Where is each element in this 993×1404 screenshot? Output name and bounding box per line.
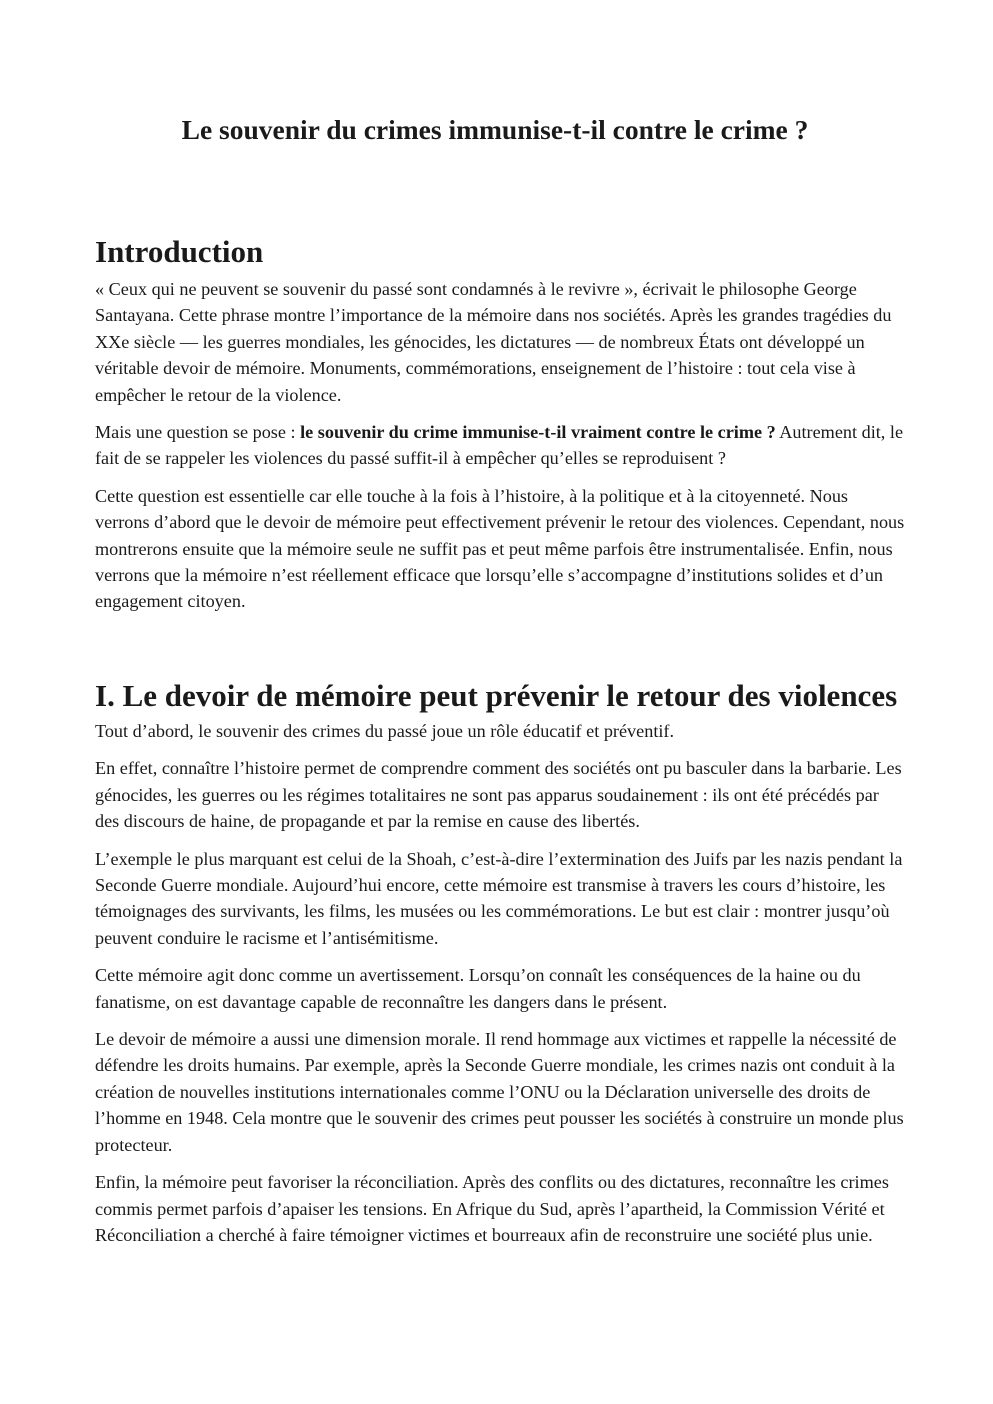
section-1-paragraph: En effet, connaître l’histoire permet de comprendre comment des sociétés ont pu basculer dans la barbarie. Les génocides, les guerres ou les régimes totalitaires ne sont pas apparus soudainement : ils ont été précédés par des discours de haine, de propagande et par la remise en cause des libertés. (95, 758, 902, 832)
introduction-body (95, 276, 905, 626)
section-1-body (95, 718, 905, 1259)
problem-lead-text: Mais une question se pose : (95, 422, 301, 443)
document-title: Le souvenir du crimes immunise-t-il contre le crime ? (181, 114, 809, 145)
problem-rest-text: Autrement dit, le fait de se rappeler les violences du passé suffit-il à empêcher qu’elles se reproduisent ? (95, 422, 904, 469)
problem-statement: le souvenir du crime immunise-t-il vraiment contre le crime ? (300, 422, 776, 443)
introduction-paragraph-1: « Ceux qui ne peuvent se souvenir du passé sont condamnés à le revivre », écrivait le philosophe George Santayana. Cette phrase montre l’importance de la mémoire dans nos sociétés. Après les grandes tragédies du XXe siècle — les guerres mondiales, les génocides, les dictatures — de nombreux États ont développé un véritable devoir de mémoire. Monuments, commémorations, enseignement de l’histoire : tout cela vise à empêcher le retour de la violence. (95, 279, 892, 405)
introduction-paragraph-3: Cette question est essentielle car elle touche à la fois à l’histoire, à la politique et à la citoyenneté. Nous verrons d’abord que le devoir de mémoire peut effectivement prévenir le retour des violences. Cependant, nous montrerons ensuite que la mémoire seule ne suffit pas et peut même parfois être instrumentalisée. Enfin, nous verrons que la mémoire n’est réellement efficace que lorsqu’elle s’accompagne d’institutions solides et d’un engagement citoyen. (95, 485, 905, 612)
section-1-paragraph: Le devoir de mémoire a aussi une dimension morale. Il rend hommage aux victimes et rappelle la nécessité de défendre les droits humains. Par exemple, après la Seconde Guerre mondiale, les crimes nazis ont conduit à la création de nouvelles institutions internationales comme l’ONU ou la Déclaration universelle des droits de l’homme en 1948. Cela montre que le souvenir des crimes peut pousser les sociétés à construire un monde plus protecteur. (95, 1029, 904, 1155)
section-1-paragraph: Cette mémoire agit donc comme un avertissement. Lorsqu’on connaît les conséquences de la haine ou du fanatisme, on est davantage capable de reconnaître les dangers dans le présent. (95, 965, 861, 1012)
introduction-heading: Introduction (95, 234, 264, 269)
section-1-paragraph: Enfin, la mémoire peut favoriser la réconciliation. Après des conflits ou des dictatures, reconnaître les crimes commis permet parfois d’apaiser les tensions. En Afrique du Sud, après l’apartheid, la Commission Vérité et Réconciliation a cherché à faire témoigner victimes et bourreaux afin de reconstruire une société plus unie. (95, 1172, 889, 1245)
section-1-paragraph: L’exemple le plus marquant est celui de la Shoah, c’est-à-dire l’extermination des Juifs par les nazis pendant la Seconde Guerre mondiale. Aujourd’hui encore, cette mémoire est transmise à travers les cours d’histoire, les témoignages des survivants, les films, les musées ou les commémorations. Le but est clair : montrer jusqu’où peuvent conduire le racisme et l’antisémitisme. (95, 848, 903, 948)
introduction-paragraph-2 (95, 419, 905, 472)
section-1-paragraph: Tout d’abord, le souvenir des crimes du passé joue un rôle éducatif et préventif. (95, 721, 675, 741)
section-1-heading: I. Le devoir de mémoire peut prévenir le retour des violences (95, 678, 898, 713)
